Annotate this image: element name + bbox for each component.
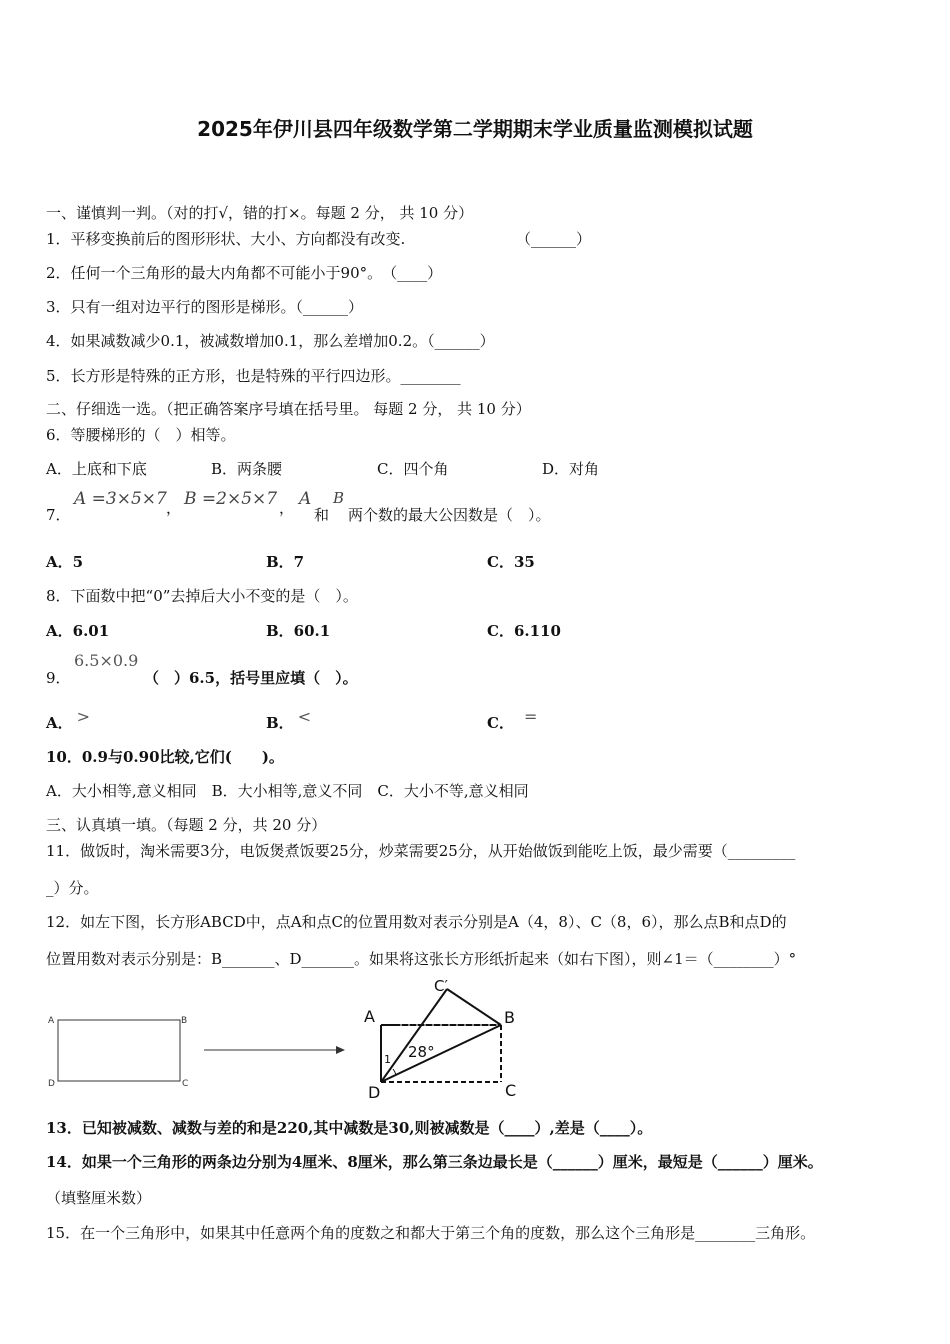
question-4: 4．如果减数减少0.1，被减数增加0.1，那么差增加0.2。（______） (46, 332, 495, 350)
fold-label-a: A (364, 1007, 375, 1026)
question-10: 10．0.9与0.90比较,它们( )。 (46, 748, 284, 766)
q9-option-c-label: C． (487, 714, 514, 732)
q9-option-a-symbol: > (76, 707, 91, 726)
question-6: 6．等腰梯形的（ ）相等。 (46, 426, 236, 444)
fold-label-d: D (368, 1083, 381, 1100)
q7-and: 和 (314, 506, 330, 524)
question-15: 15．在一个三角形中，如果其中任意两个角的度数之和都大于第三个角的度数，那么这个三角形是________三角形。 (46, 1224, 816, 1242)
fold-angle-label: 28° (408, 1043, 435, 1061)
q9-option-b (266, 707, 312, 733)
q9-math: 6.5×0.9 (74, 651, 139, 670)
folded-figure (360, 978, 530, 1100)
rect-label-d: D (48, 1079, 55, 1089)
question-13: 13．已知被减数、减数与差的和是220,其中减数是30,则被减数是（____）,差是（____）。 (46, 1119, 653, 1137)
question-2: 2．任何一个三角形的最大内角都不可能小于90°。 （____） (46, 264, 443, 282)
q6-option-a: A．上底和下底 (46, 460, 147, 478)
fold-label-c-prime: C′ (434, 978, 448, 995)
q7-option-b: B．7 (266, 553, 305, 571)
fold-angle-1-label: 1 (384, 1053, 391, 1066)
q9-text: （ ）6.5，括号里应填（ ）。 (144, 669, 358, 687)
question-12-line-2: 位置用数对表示分别是：B_______、D_______。如果将这张长方形纸折起来（如右下图），则∠1＝（________）° (46, 950, 797, 968)
q7-math-a: A =3×5×7 (74, 489, 167, 509)
q8-option-c: C．6.110 (487, 622, 561, 640)
rect-label-c: C (182, 1079, 189, 1089)
question-7-number: 7． (46, 506, 71, 524)
page-title: 2025年伊川县四年级数学第二学期期末学业质量监测模拟试题 (197, 117, 753, 141)
fold-label-b: B (504, 1008, 515, 1027)
q6-option-d: D．对角 (542, 460, 600, 478)
question-11-line-2: _）分。 (46, 879, 99, 897)
q7-math-b: B =2×5×7 (184, 489, 278, 509)
question-12-line-1: 12．如左下图，长方形ABCD中，点A和点C的位置用数对表示分别是A（4，8）、C（8，6），那么点B和点D的 (46, 913, 787, 931)
fold-edge-dc-prime (381, 989, 447, 1082)
question-9-number: 9． (46, 669, 71, 687)
question-1 (46, 228, 592, 249)
q9-option-c (487, 707, 538, 733)
rectangle-abcd (58, 1020, 180, 1081)
q7-text: 两个数的最大公因数是（ ）。 (348, 506, 551, 524)
q9-option-b-label: B． (266, 714, 294, 732)
rect-label-a: A (48, 1016, 55, 1026)
question-14-line-1: 14．如果一个三角形的两条边分别为4厘米、8厘米，那么第三条边最长是（______）厘米，最短是（______）厘米。 (46, 1153, 823, 1171)
rectangle-figure (40, 1005, 360, 1095)
fold-label-c: C (505, 1081, 517, 1100)
question-8: 8．下面数中把“0”去掉后大小不变的是（ ）。 (46, 587, 358, 605)
section-2-heading: 二、仔细选一选。（把正确答案序号填在括号里。 每题 2 分， 共 10 分） (46, 400, 531, 418)
fold-edge-c-prime-b (447, 989, 501, 1025)
rect-label-b: B (181, 1016, 188, 1026)
section-1-heading: 一、谨慎判一判。（对的打√，错的打×。每题 2 分， 共 10 分） (46, 204, 474, 222)
q7-comma-2: ， (279, 499, 295, 517)
q9-option-c-symbol: = (523, 707, 538, 726)
angle-arc (393, 1069, 396, 1075)
question-14-line-2: （填整厘米数） (46, 1189, 152, 1207)
arrow-head (336, 1046, 345, 1054)
q9-option-b-symbol: < (297, 707, 312, 726)
q6-option-c: C．四个角 (377, 460, 449, 478)
q7-var-b: B (333, 489, 345, 507)
question-1-text: 1．平移变换前后的图形形状、大小、方向都没有改变. (46, 230, 406, 248)
q8-option-a: A．6.01 (46, 622, 110, 640)
fold-diagonal-db (381, 1025, 501, 1082)
q9-option-a-label: A． (46, 714, 73, 732)
question-11-line-1: 11．做饭时，淘米需要3分，电饭煲煮饭要25分，炒菜需要25分，从开始做饭到能吃上饭，最少需要（_________ (46, 842, 796, 860)
section-3-heading: 三、认真填一填。（每题 2 分，共 20 分） (46, 816, 327, 834)
q7-comma-1: ， (166, 499, 182, 517)
q6-option-b: B．两条腰 (211, 460, 283, 478)
question-5: 5．长方形是特殊的正方形，也是特殊的平行四边形。________ (46, 367, 461, 385)
q7-option-a: A．5 (46, 553, 84, 571)
q7-option-c: C．35 (487, 553, 535, 571)
question-1-blank: （______） (516, 230, 592, 248)
q10-options: A．大小相等,意义相同 B．大小相等,意义不同 C．大小不等,意义相同 (46, 782, 529, 800)
q8-option-b: B．60.1 (266, 622, 331, 640)
question-3: 3．只有一组对边平行的图形是梯形。（______） (46, 298, 364, 316)
q7-var-a: A (299, 489, 312, 509)
q9-option-a (46, 707, 91, 733)
